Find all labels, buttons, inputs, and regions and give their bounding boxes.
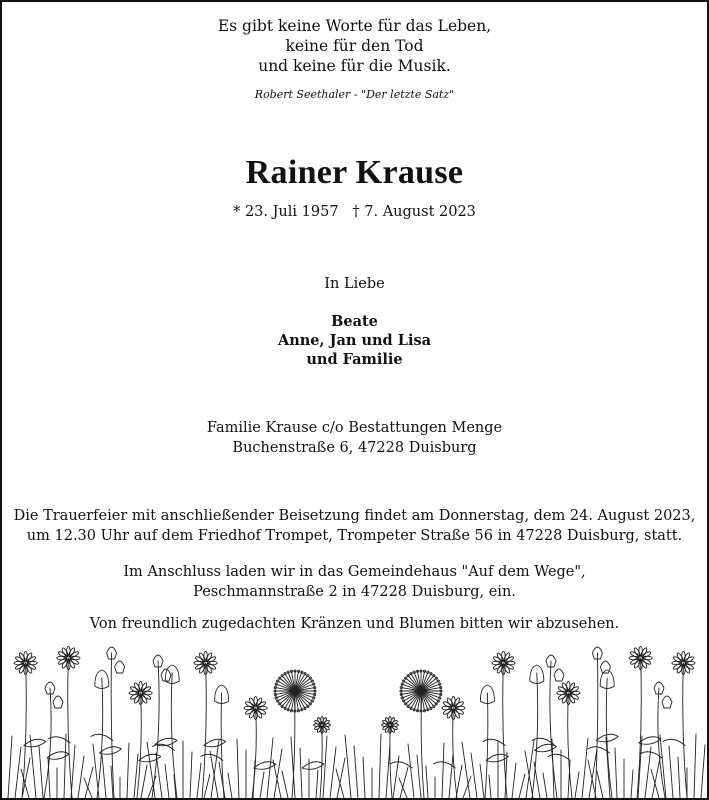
- funeral-line-1: Die Trauerfeier mit anschließender Beisetzung findet am Donnerstag, dem 24. August 2023,: [13, 508, 696, 524]
- funeral-line-2: um 12.30 Uhr auf dem Friedhof Trompet, Trompeter Straße 56 in 47228 Duisburg, statt.: [26, 528, 683, 544]
- grass-blade: [456, 765, 462, 798]
- grass-blade: [204, 774, 210, 798]
- grass-blade: [211, 740, 219, 798]
- grass-blade: [316, 770, 318, 798]
- motto-citation: Robert Seethaler - "Der letzte Satz": [254, 88, 455, 101]
- grass-blade: [694, 734, 696, 798]
- leaf: [548, 754, 570, 760]
- grass-blade: [39, 746, 43, 798]
- grass-blade: [678, 757, 680, 798]
- grass-blade: [480, 764, 484, 798]
- grass-blade: [399, 778, 407, 798]
- grass-blade: [363, 757, 365, 798]
- grass-blade: [417, 755, 421, 798]
- grass-blade: [669, 746, 673, 798]
- deceased-name: Rainer Krause: [245, 154, 464, 191]
- grass-blade: [701, 745, 705, 798]
- grass-blade: [127, 743, 129, 798]
- grass-blade: [575, 772, 579, 798]
- leaf: [99, 747, 121, 755]
- grass-blade: [141, 765, 147, 798]
- flower-stem: [202, 663, 206, 798]
- grass-blade: [8, 736, 12, 798]
- grass-blade: [354, 746, 358, 798]
- mourner-name-1: Beate: [331, 313, 378, 330]
- reception-line-2: Peschmannstraße 2 in 47228 Duisburg, ein.: [193, 584, 516, 600]
- grass-blade: [379, 734, 381, 798]
- grass-blade: [78, 756, 84, 798]
- leaf: [302, 762, 324, 770]
- leaf: [534, 744, 556, 752]
- grass-blade: [345, 735, 351, 798]
- leaf: [48, 737, 70, 743]
- flower-stem: [658, 688, 665, 798]
- grass-blade: [597, 771, 603, 798]
- contact-line-1: Familie Krause c/o Bestattungen Menge: [206, 420, 503, 436]
- grass-blade: [228, 773, 232, 798]
- grass-blade: [606, 737, 610, 798]
- grass-blade: [471, 753, 477, 798]
- flower-stem: [683, 663, 687, 798]
- grass-blade: [645, 747, 651, 798]
- motto-line-3: und keine für die Musik.: [258, 57, 451, 75]
- grass-blade: [84, 778, 92, 798]
- leaf: [483, 739, 505, 745]
- flower-stem: [97, 678, 103, 798]
- mourners-intro: In Liebe: [324, 276, 385, 292]
- grass-blade: [408, 744, 414, 798]
- flower-stem: [68, 658, 72, 798]
- grass-blade: [519, 774, 525, 798]
- grass-blade: [442, 743, 444, 798]
- grass-blade: [426, 766, 428, 798]
- grass-blade: [489, 775, 491, 798]
- grass-blade: [64, 734, 66, 798]
- motto-line-1: Es gibt keine Worte für das Leben,: [217, 17, 492, 35]
- grass-blade: [190, 752, 192, 798]
- flower-stem: [595, 653, 598, 798]
- leaf: [24, 739, 46, 747]
- motto-line-2: keine für den Tod: [285, 37, 424, 55]
- bellflower: [53, 696, 63, 708]
- grass-blade: [15, 747, 21, 798]
- mourner-name-2: Anne, Jan und Lisa: [277, 332, 432, 349]
- grass-blade: [543, 773, 547, 798]
- flower-stem: [453, 708, 457, 798]
- grass-blade: [274, 749, 282, 798]
- grass-blade: [323, 736, 327, 798]
- reception-line-1: Im Anschluss laden wir in das Gemeindehaus "Auf dem Wege",: [123, 564, 586, 580]
- grass-blade: [588, 760, 596, 798]
- wildflower-meadow-illustration: [2, 633, 707, 798]
- bellflower: [554, 669, 564, 681]
- grass-blade: [582, 738, 588, 798]
- flower-stem: [221, 693, 224, 798]
- grass-blade: [651, 769, 659, 798]
- flower-stem: [137, 693, 141, 798]
- contact-line-2: Buchenstraße 6, 47228 Duisburg: [232, 440, 477, 456]
- leaf: [153, 744, 175, 750]
- grass-blade: [102, 755, 106, 798]
- bellflower: [115, 661, 125, 673]
- grass-blade: [330, 747, 336, 798]
- request-text: Von freundlich zugedachten Kränzen und Blumen bitten wir abzusehen.: [89, 616, 620, 632]
- grass-blade: [631, 770, 633, 798]
- grass-blade: [282, 771, 288, 798]
- grass-blade: [300, 748, 302, 798]
- grass-blade: [512, 763, 516, 798]
- birth-date: * 23. Juli 1957: [233, 204, 339, 220]
- mourner-name-3: und Familie: [306, 351, 403, 368]
- leaf: [486, 754, 508, 762]
- grass-blade: [197, 763, 201, 798]
- life-dates: [2, 204, 707, 220]
- flower-stem: [485, 693, 488, 798]
- grass-blade: [260, 772, 264, 798]
- grass-blade: [386, 745, 390, 798]
- flower-stem: [503, 663, 507, 798]
- bellflower: [662, 696, 672, 708]
- leaf: [390, 762, 412, 768]
- grass-blade: [237, 739, 239, 798]
- leaf: [254, 762, 276, 770]
- grass-blade: [30, 735, 36, 798]
- flower-stem: [44, 688, 51, 798]
- grass-blade: [449, 754, 453, 798]
- grass-blade: [336, 769, 344, 798]
- death-date: † 7. August 2023: [352, 204, 476, 220]
- leaf: [204, 739, 226, 747]
- flower-stem: [568, 693, 572, 798]
- grass-blade: [165, 764, 169, 798]
- leaf: [663, 739, 685, 745]
- grass-blade: [615, 748, 617, 798]
